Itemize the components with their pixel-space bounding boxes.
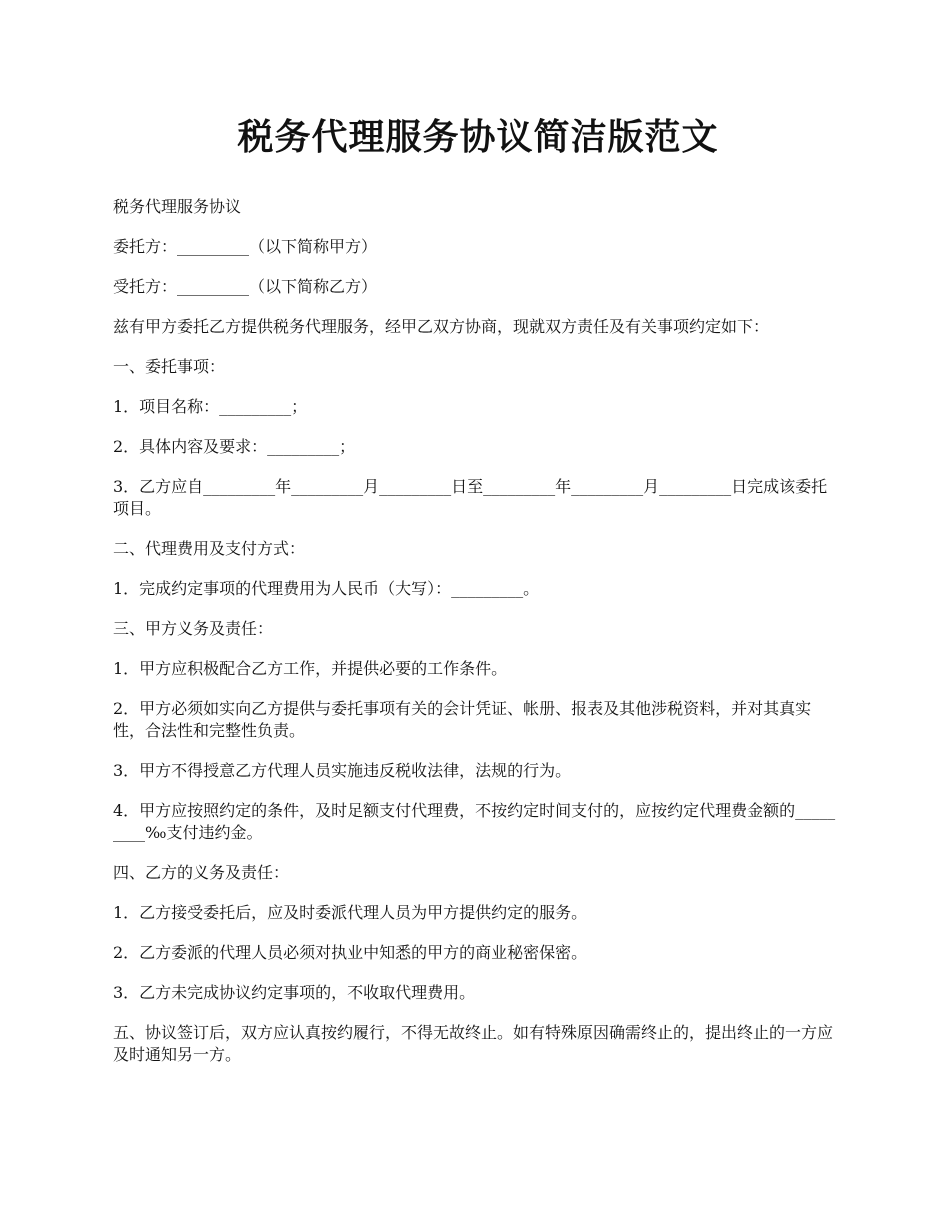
- clause-party-b-no-fee: 3．乙方未完成协议约定事项的，不收取代理费用。: [113, 983, 476, 1002]
- clause-party-a-payment: 4．甲方应按照约定的条件，及时足额支付代理费，不按约定时间支付的，应按约定代理费金额的_________‰支付违约金。: [113, 801, 836, 842]
- clause-party-a-cooperate: 1．甲方应积极配合乙方工作，并提供必要的工作条件。: [113, 659, 508, 678]
- clause-party-b-confidentiality: 2．乙方委派的代理人员必须对执业中知悉的甲方的商业秘密保密。: [113, 943, 588, 962]
- clause-content-requirements: 2．具体内容及要求：_________；: [113, 437, 356, 456]
- agreement-heading: 税务代理服务协议: [113, 197, 242, 216]
- clause-party-a-no-violation: 3．甲方不得授意乙方代理人员实施违反税收法律，法规的行为。: [113, 761, 572, 780]
- document-title: 税务代理服务协议简洁版范文: [237, 116, 719, 158]
- section-heading-fees: 二、代理费用及支付方式：: [113, 539, 306, 558]
- section-termination: 五、协议签订后，双方应认真按约履行，不得无故终止。如有特殊原因确需终止的，提出终止的一方应及时通知另一方。: [113, 1023, 834, 1064]
- section-heading-commission: 一、委托事项：: [113, 357, 226, 376]
- section-heading-party-b-duties: 四、乙方的义务及责任：: [113, 863, 290, 882]
- document-page: [113, 108, 843, 1084]
- clause-completion-period: 3．乙方应自_________年_________月_________日至_________年_________月_________日完成该委托项目。: [113, 477, 828, 518]
- clause-project-name: 1．项目名称：_________；: [113, 397, 308, 416]
- section-heading-party-a-duties: 三、甲方义务及责任：: [113, 619, 274, 638]
- preamble: 兹有甲方委托乙方提供税务代理服务，经甲乙双方协商，现就双方责任及有关事项约定如下：: [113, 317, 770, 336]
- clause-party-a-provide-records: 2．甲方必须如实向乙方提供与委托事项有关的会计凭证、帐册、报表及其他涉税资料，并对其真实性，合法性和完整性负责。: [113, 699, 812, 740]
- clause-fee-amount: 1．完成约定事项的代理费用为人民币（大写）：_________。: [113, 579, 540, 598]
- principal-party: 委托方：_________（以下简称甲方）: [113, 237, 378, 256]
- agent-party: 受托方：_________（以下简称乙方）: [113, 277, 378, 296]
- clause-party-b-dispatch: 1．乙方接受委托后，应及时委派代理人员为甲方提供约定的服务。: [113, 903, 588, 922]
